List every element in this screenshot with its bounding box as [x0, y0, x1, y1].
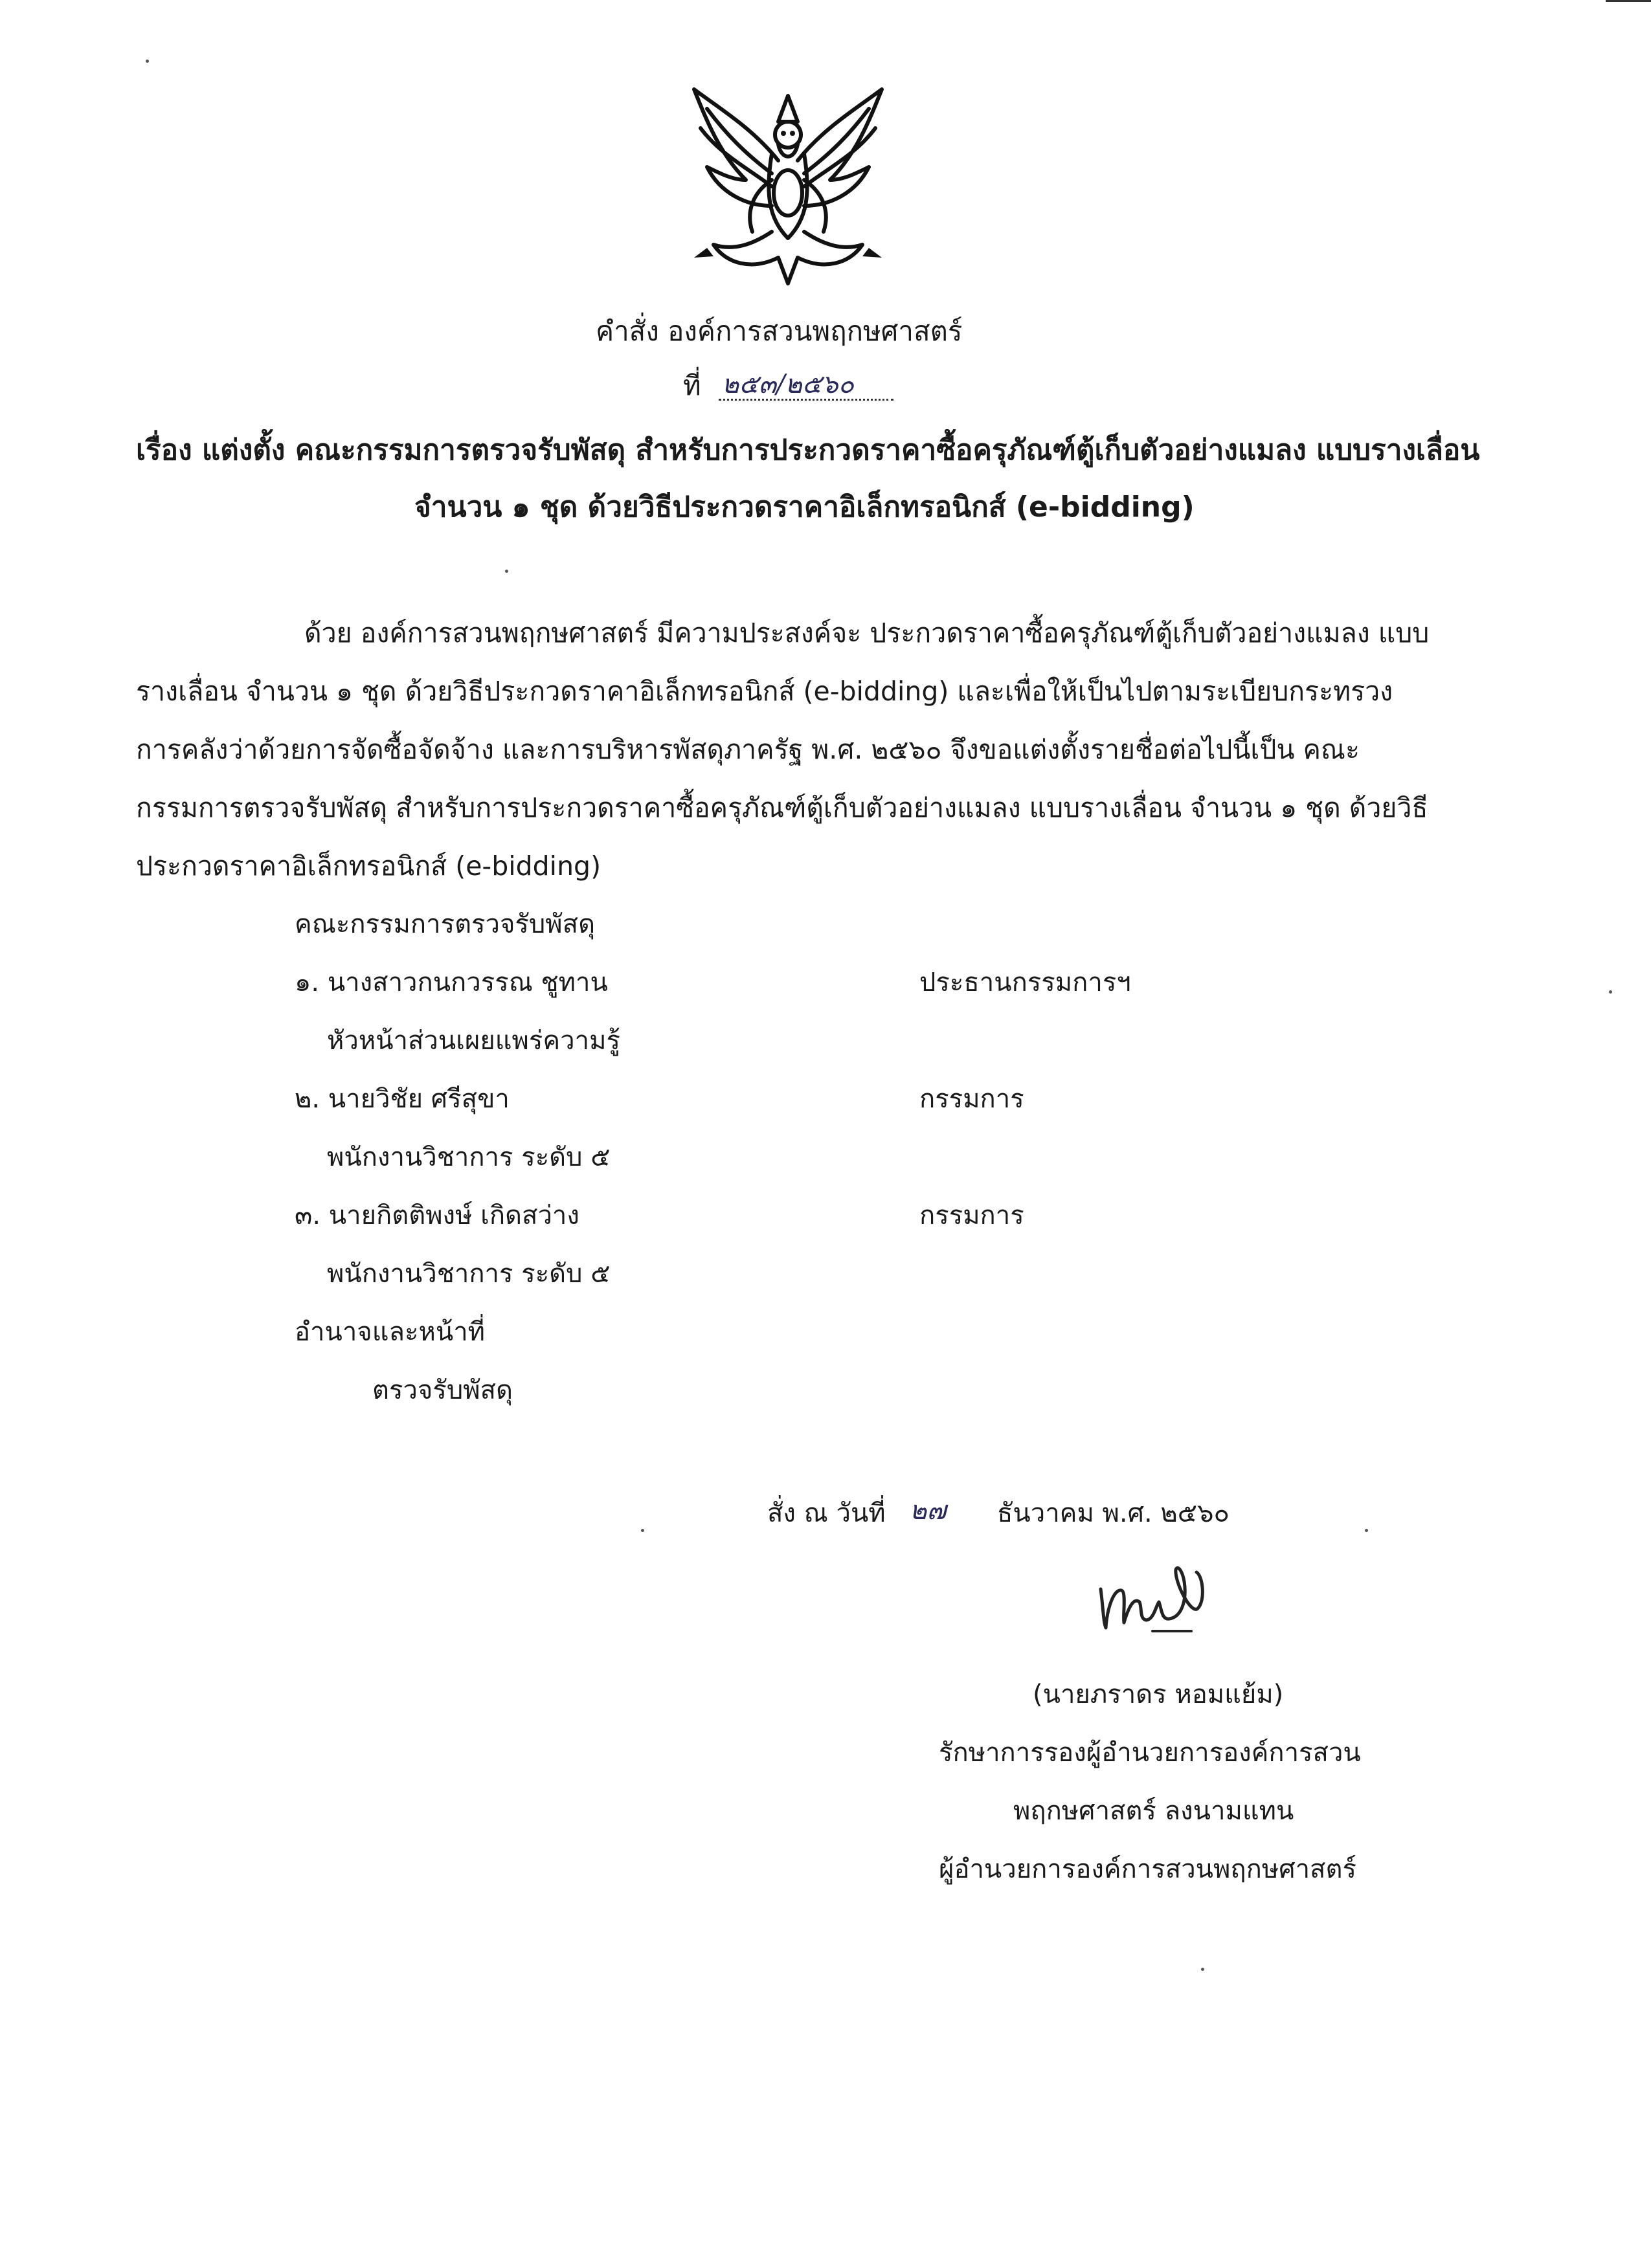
handwritten-signature-icon: [1094, 1550, 1224, 1641]
order-title: คำสั่ง องค์การสวนพฤกษศาสตร์: [596, 315, 963, 347]
member-1-position: หัวหน้าส่วนเผยแพร่ความรู้: [327, 1026, 620, 1056]
body-line-1: ด้วย องค์การสวนพฤกษศาสตร์ มีความประสงค์จะ ประกวดราคาซื้อครุภัณฑ์ตู้เก็บตัวอย่างแมลง แบบ: [304, 617, 1430, 649]
member-1-role: ประธานกรรมการฯ: [919, 968, 1131, 997]
scan-speck: [505, 570, 508, 573]
signatory-title-line-3: ผู้อำนวยการองค์การสวนพฤกษศาสตร์: [939, 1854, 1356, 1884]
subject-line-1: เรื่อง แต่งตั้ง คณะกรรมการตรวจรับพัสดุ สำหรับการประกวดราคาซื้อครุภัณฑ์ตู้เก็บตัวอย่างแมลง แบบรางเลื่อน: [136, 434, 1480, 467]
order-number-prefix: ที่: [683, 370, 701, 401]
scan-speck: [1609, 990, 1612, 994]
scan-speck: [146, 60, 149, 63]
body-line-5: ประกวดราคาอิเล็กทรอนิกส์ (e-bidding): [136, 850, 601, 882]
signatory-title-line-1: รักษาการรองผู้อำนวยการองค์การสวน: [939, 1738, 1361, 1768]
member-2-position: พนักงานวิชาการ ระดับ ๕: [327, 1142, 611, 1172]
member-3-role: กรรมการ: [919, 1201, 1024, 1230]
scan-speck: [641, 1529, 644, 1532]
order-number-dotted-line: [719, 397, 893, 401]
member-2-name: ๒. นายวิชัย ศรีสุขา: [295, 1084, 510, 1114]
member-3-position: พนักงานวิชาการ ระดับ ๕: [327, 1259, 611, 1289]
scan-edge-mark: [1606, 0, 1651, 8]
body-line-4: กรรมการตรวจรับพัสดุ สำหรับการประกวดราคาซื้อครุภัณฑ์ตู้เก็บตัวอย่างแมลง แบบรางเลื่อน จำนวน ๑ ชุด ด้วยวิธี: [136, 792, 1428, 823]
body-line-2: รางเลื่อน จำนวน ๑ ชุด ด้วยวิธีประกวดราคาอิเล็กทรอนิกส์ (e-bidding) และเพื่อให้เป็นไปตามระเบียบกระทรวง: [136, 676, 1393, 707]
committee-heading: คณะกรรมการตรวจรับพัสดุ: [295, 909, 596, 939]
scan-speck: [1365, 1529, 1368, 1532]
subject-line-2: จำนวน ๑ ชุด ด้วยวิธีประกวดราคาอิเล็กทรอนิกส์ (e-bidding): [414, 491, 1195, 524]
signatory-title-line-2: พฤกษศาสตร์ ลงนามแทน: [1013, 1796, 1294, 1826]
signatory-name: (นายภราดร หอมแย้ม): [1033, 1680, 1284, 1709]
garuda-emblem-icon: [681, 83, 895, 290]
date-prefix: สั่ง ณ วันที่: [767, 1498, 886, 1528]
member-3-name: ๓. นายกิตติพงษ์ เกิดสว่าง: [295, 1201, 579, 1230]
date-day: ๒๗: [910, 1496, 947, 1526]
date-month-year: ธันวาคม พ.ศ. ๒๕๖๐: [997, 1498, 1230, 1528]
duties-text: ตรวจรับพัสดุ: [372, 1375, 513, 1405]
member-2-role: กรรมการ: [919, 1084, 1024, 1114]
order-number-value: ๒๕๓/๒๕๖๐: [722, 370, 854, 399]
body-line-3: การคลังว่าด้วยการจัดซื้อจัดจ้าง และการบริหารพัสดุภาครัฐ พ.ศ. ๒๕๖๐ จึงขอแต่งตั้งรายชื่อต่อไปนี้เป็น คณะ: [136, 734, 1360, 765]
scan-speck: [1201, 1968, 1204, 1971]
duties-heading: อำนาจและหน้าที่: [295, 1317, 486, 1347]
member-1-name: ๑. นางสาวกนกวรรณ ชูทาน: [295, 968, 608, 997]
